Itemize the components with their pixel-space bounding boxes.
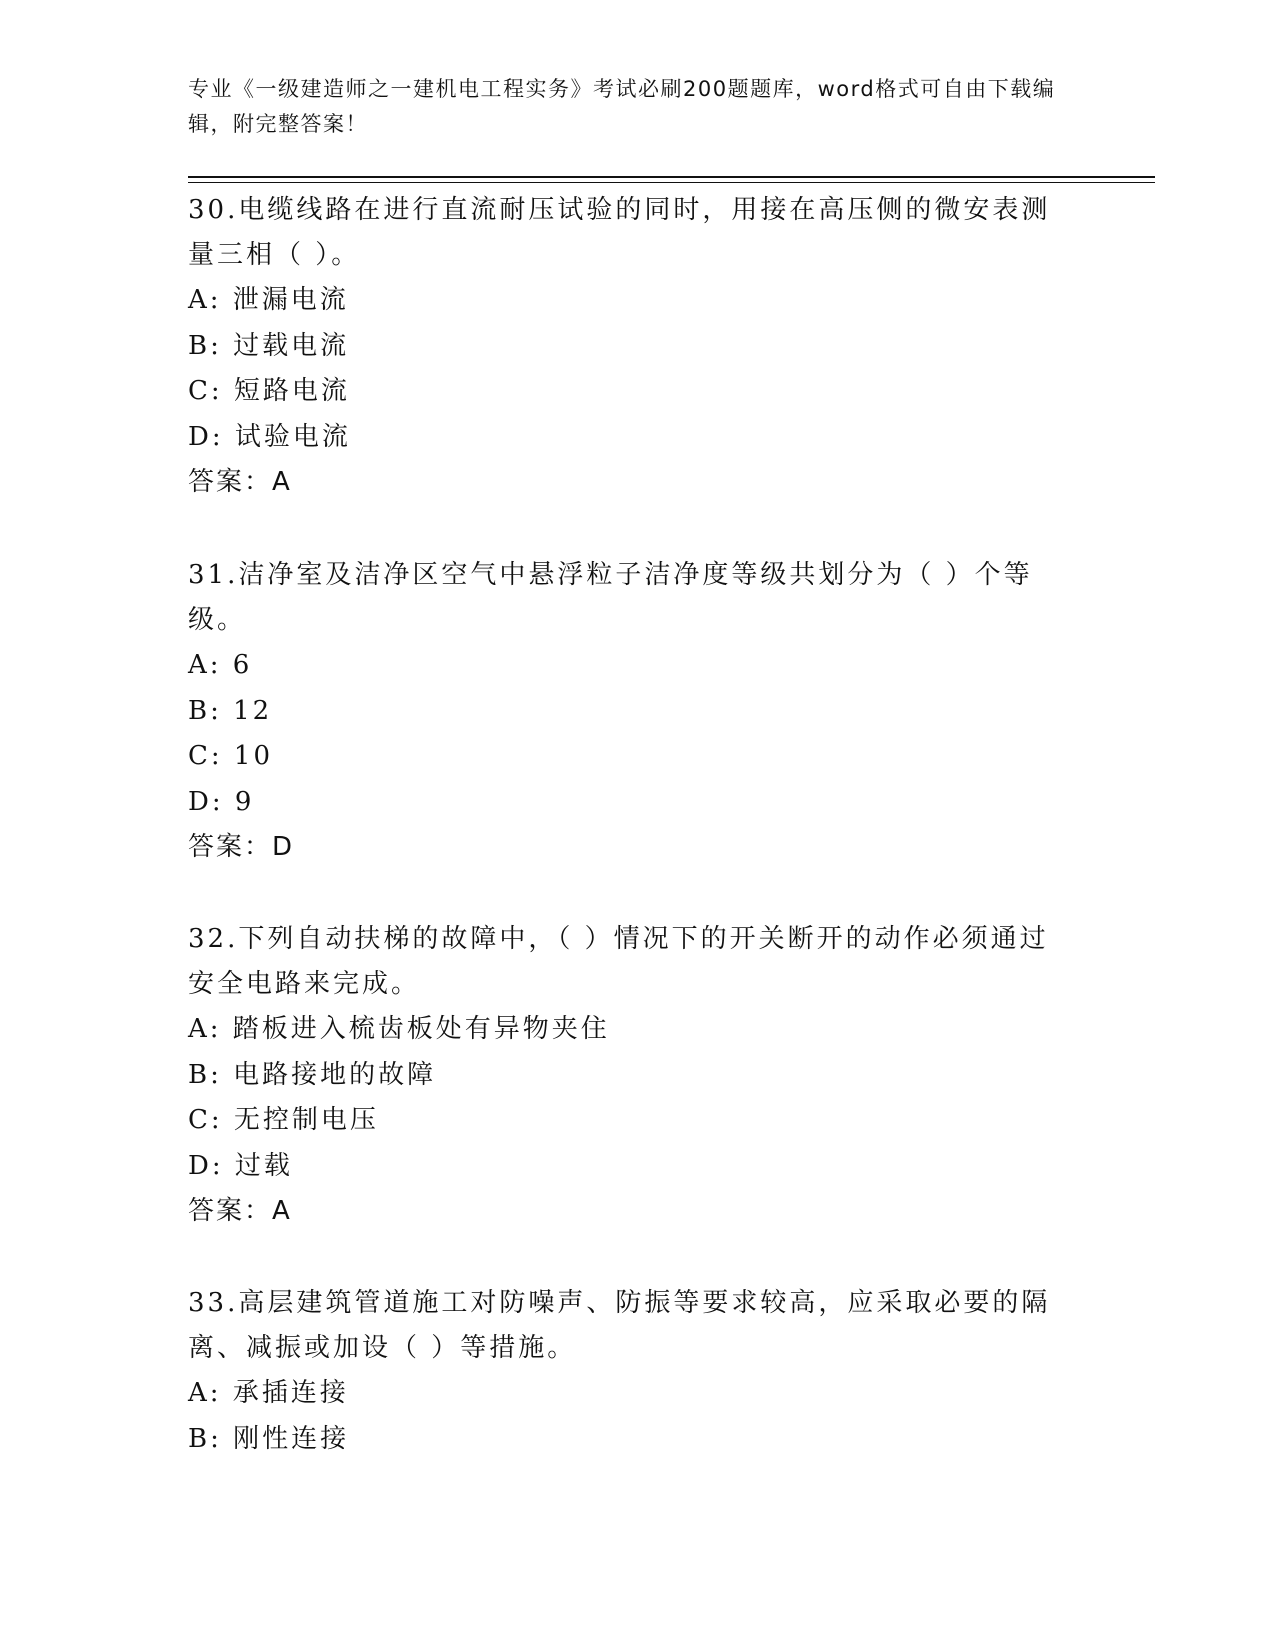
question-stem: 33.高层建筑管道施工对防噪声、防振等要求较高，应采取必要的隔离、减振或加设（ ）等措施。	[188, 1288, 1051, 1363]
option-d: D: 过载	[188, 1150, 293, 1181]
question-31	[188, 553, 1068, 870]
question-stem: 30.电缆线路在进行直流耐压试验的同时，用接在高压侧的微安表测量三相（ ）。	[188, 195, 1051, 270]
question-30	[188, 188, 1068, 505]
option-c: C: 无控制电压	[188, 1105, 379, 1135]
option-c: C: 短路电流	[188, 376, 350, 406]
option-a: A: 承插连接	[188, 1378, 349, 1408]
header-title: 专业《一级建造师之一建机电工程实务》考试必刷200题题库，word格式可自由下载编辑，附完整答案！	[188, 77, 1056, 136]
option-a: A: 泄漏电流	[188, 285, 349, 315]
answer: 答案：D	[188, 832, 295, 862]
answer: 答案：A	[188, 1196, 292, 1226]
question-32	[188, 917, 1068, 1234]
option-d: D: 9	[188, 786, 255, 817]
option-a: A: 6	[188, 650, 253, 680]
option-a: A: 踏板进入梳齿板处有异物夹住	[188, 1014, 610, 1044]
header-rule-top	[188, 176, 1155, 178]
answer: 答案：A	[188, 467, 292, 497]
question-stem: 31.洁净室及洁净区空气中悬浮粒子洁净度等级共划分为（ ）个等级。	[188, 560, 1033, 635]
question-33	[188, 1281, 1068, 1462]
option-c: C: 10	[188, 741, 274, 771]
header-rule-bottom	[188, 182, 1155, 183]
option-b: B: 过载电流	[188, 330, 350, 361]
option-b: B: 电路接地的故障	[188, 1059, 437, 1090]
option-d: D: 试验电流	[188, 421, 351, 452]
question-stem: 32.下列自动扶梯的故障中，（ ）情况下的开关断开的动作必须通过安全电路来完成。	[188, 924, 1049, 999]
document-header	[188, 72, 1068, 142]
option-b: B: 刚性连接	[188, 1423, 350, 1454]
option-b: B: 12	[188, 695, 273, 726]
